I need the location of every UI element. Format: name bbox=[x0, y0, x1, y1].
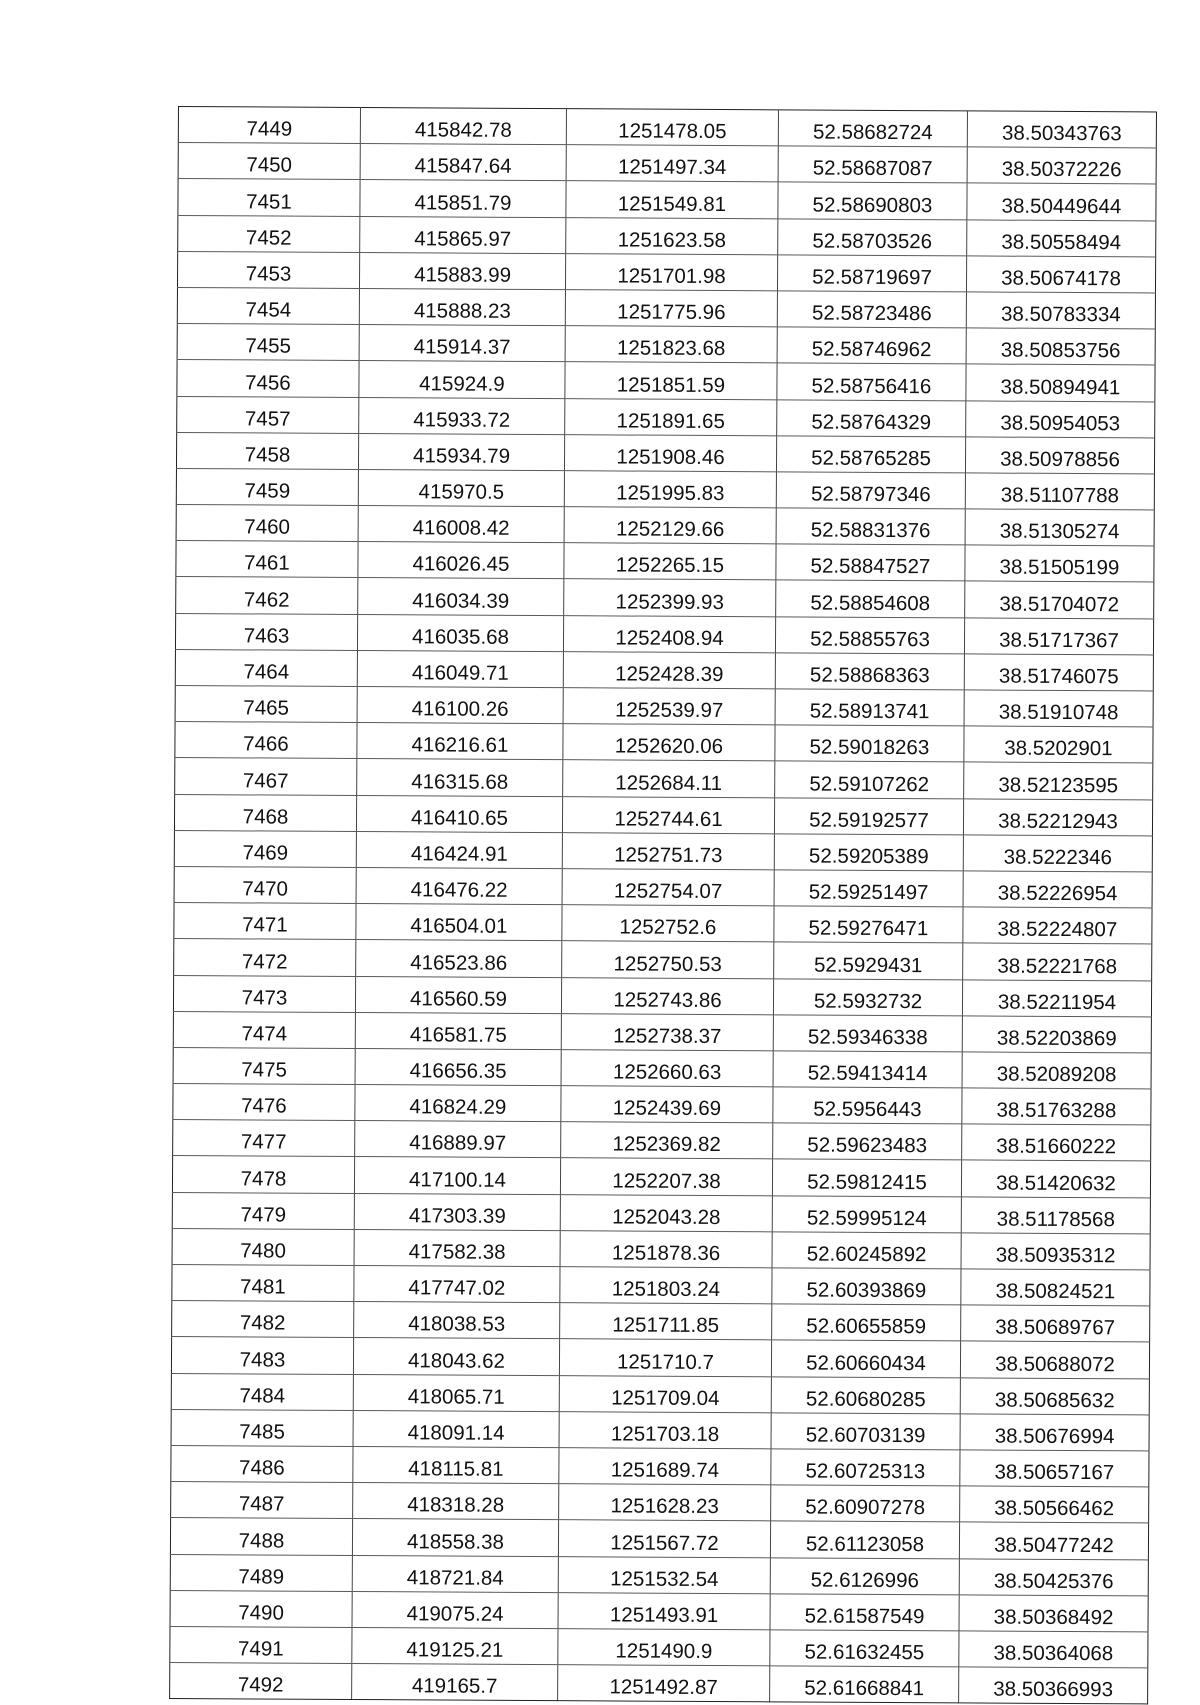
latitude-cell: 52.59276471 bbox=[774, 906, 963, 943]
y-coordinate-cell: 1251549.81 bbox=[566, 181, 778, 218]
longitude-cell: 38.50824521 bbox=[961, 1269, 1150, 1306]
point-number-cell: 7455 bbox=[177, 324, 359, 361]
latitude-cell: 52.58765285 bbox=[776, 436, 965, 473]
latitude-cell: 52.59623483 bbox=[773, 1123, 962, 1160]
x-coordinate-cell: 416035.68 bbox=[357, 614, 563, 651]
latitude-cell: 52.60393869 bbox=[772, 1268, 961, 1305]
table-row bbox=[177, 287, 1155, 329]
x-coordinate-cell: 416523.86 bbox=[356, 940, 562, 977]
table-row bbox=[176, 541, 1154, 583]
x-coordinate-cell: 415865.97 bbox=[360, 216, 566, 253]
longitude-cell: 38.50343763 bbox=[967, 111, 1156, 148]
table-row bbox=[171, 1373, 1149, 1415]
point-number-cell: 7482 bbox=[172, 1301, 354, 1338]
point-number-cell: 7465 bbox=[175, 685, 357, 722]
x-coordinate-cell: 418043.62 bbox=[353, 1338, 559, 1375]
latitude-cell: 52.58746962 bbox=[777, 327, 966, 364]
y-coordinate-cell: 1252744.61 bbox=[562, 796, 774, 833]
longitude-cell: 38.52221768 bbox=[963, 943, 1152, 980]
table-row bbox=[177, 360, 1155, 402]
table-row bbox=[170, 1518, 1148, 1560]
point-number-cell: 7464 bbox=[175, 649, 357, 686]
longitude-cell: 38.50954053 bbox=[966, 400, 1155, 437]
point-number-cell: 7462 bbox=[176, 577, 358, 614]
table-row bbox=[171, 1482, 1149, 1524]
point-number-cell: 7468 bbox=[174, 794, 356, 831]
latitude-cell: 52.58831376 bbox=[776, 508, 965, 545]
latitude-cell: 52.60655859 bbox=[772, 1304, 961, 1341]
latitude-cell: 52.58682724 bbox=[778, 110, 967, 147]
point-number-cell: 7476 bbox=[173, 1084, 355, 1121]
point-number-cell: 7453 bbox=[177, 251, 359, 288]
x-coordinate-cell: 415914.37 bbox=[359, 325, 565, 362]
table-row bbox=[173, 1011, 1151, 1053]
latitude-cell: 52.58868363 bbox=[775, 653, 964, 690]
y-coordinate-cell: 1251497.34 bbox=[566, 145, 778, 182]
table-row bbox=[173, 1047, 1151, 1089]
x-coordinate-cell: 415970.5 bbox=[358, 469, 564, 506]
longitude-cell: 38.51660222 bbox=[962, 1124, 1151, 1161]
x-coordinate-cell: 416410.65 bbox=[356, 795, 562, 832]
table-row bbox=[174, 903, 1152, 945]
table-row bbox=[171, 1337, 1149, 1379]
y-coordinate-cell: 1251878.36 bbox=[560, 1230, 772, 1267]
y-coordinate-cell: 1251709.04 bbox=[559, 1375, 771, 1412]
table-row bbox=[177, 324, 1155, 366]
y-coordinate-cell: 1252620.06 bbox=[563, 724, 775, 761]
point-number-cell: 7457 bbox=[177, 396, 359, 433]
y-coordinate-cell: 1251478.05 bbox=[566, 109, 778, 146]
point-number-cell: 7458 bbox=[176, 432, 358, 469]
y-coordinate-cell: 1251891.65 bbox=[565, 398, 777, 435]
latitude-cell: 52.59205389 bbox=[774, 834, 963, 871]
x-coordinate-cell: 416049.71 bbox=[357, 650, 563, 687]
latitude-cell: 52.60245892 bbox=[772, 1232, 961, 1269]
point-number-cell: 7472 bbox=[174, 939, 356, 976]
longitude-cell: 38.52212943 bbox=[963, 798, 1152, 835]
longitude-cell: 38.50689767 bbox=[961, 1305, 1150, 1342]
longitude-cell: 38.51717367 bbox=[964, 618, 1153, 655]
latitude-cell: 52.6126996 bbox=[770, 1557, 959, 1594]
longitude-cell: 38.51305274 bbox=[965, 509, 1154, 546]
point-number-cell: 7478 bbox=[172, 1156, 354, 1193]
latitude-cell: 52.61632455 bbox=[770, 1630, 959, 1667]
table-row bbox=[176, 577, 1154, 619]
x-coordinate-cell: 416034.39 bbox=[358, 578, 564, 615]
point-number-cell: 7454 bbox=[177, 287, 359, 324]
table-row bbox=[170, 1663, 1148, 1705]
point-number-cell: 7481 bbox=[172, 1264, 354, 1301]
latitude-cell: 52.58854608 bbox=[776, 580, 965, 617]
longitude-cell: 38.51704072 bbox=[965, 581, 1154, 618]
point-number-cell: 7486 bbox=[171, 1445, 353, 1482]
latitude-cell: 52.59346338 bbox=[773, 1015, 962, 1052]
latitude-cell: 52.59995124 bbox=[772, 1195, 961, 1232]
longitude-cell: 38.50674178 bbox=[966, 256, 1155, 293]
y-coordinate-cell: 1251803.24 bbox=[560, 1267, 772, 1304]
table-row bbox=[178, 107, 1156, 149]
x-coordinate-cell: 416581.75 bbox=[355, 1012, 561, 1049]
y-coordinate-cell: 1252754.07 bbox=[562, 869, 774, 906]
coordinates-table-body bbox=[170, 107, 1157, 1705]
latitude-cell: 52.61587549 bbox=[770, 1594, 959, 1631]
longitude-cell: 38.51178568 bbox=[961, 1197, 1150, 1234]
longitude-cell: 38.50783334 bbox=[966, 292, 1155, 329]
y-coordinate-cell: 1252660.63 bbox=[561, 1050, 773, 1087]
longitude-cell: 38.51505199 bbox=[965, 545, 1154, 582]
y-coordinate-cell: 1251701.98 bbox=[565, 253, 777, 290]
latitude-cell: 52.58913741 bbox=[775, 689, 964, 726]
x-coordinate-cell: 418318.28 bbox=[353, 1483, 559, 1520]
latitude-cell: 52.60907278 bbox=[771, 1485, 960, 1522]
point-number-cell: 7461 bbox=[176, 541, 358, 578]
x-coordinate-cell: 417582.38 bbox=[354, 1229, 560, 1266]
longitude-cell: 38.50894941 bbox=[966, 364, 1155, 401]
latitude-cell: 52.59251497 bbox=[774, 870, 963, 907]
y-coordinate-cell: 1252207.38 bbox=[560, 1158, 772, 1195]
longitude-cell: 38.50372226 bbox=[967, 147, 1156, 184]
latitude-cell: 52.5932732 bbox=[773, 978, 962, 1015]
latitude-cell: 52.59812415 bbox=[772, 1159, 961, 1196]
latitude-cell: 52.60660434 bbox=[771, 1340, 960, 1377]
point-number-cell: 7491 bbox=[170, 1626, 352, 1663]
point-number-cell: 7466 bbox=[175, 722, 357, 759]
x-coordinate-cell: 418091.14 bbox=[353, 1410, 559, 1447]
latitude-cell: 52.58764329 bbox=[777, 399, 966, 436]
x-coordinate-cell: 416424.91 bbox=[356, 831, 562, 868]
table-row bbox=[171, 1409, 1149, 1451]
point-number-cell: 7450 bbox=[178, 143, 360, 180]
y-coordinate-cell: 1252043.28 bbox=[560, 1194, 772, 1231]
longitude-cell: 38.50477242 bbox=[959, 1522, 1148, 1559]
latitude-cell: 52.5956443 bbox=[773, 1087, 962, 1124]
table-row bbox=[172, 1192, 1150, 1234]
x-coordinate-cell: 416560.59 bbox=[355, 976, 561, 1013]
latitude-cell: 52.59413414 bbox=[773, 1051, 962, 1088]
longitude-cell: 38.50566462 bbox=[960, 1486, 1149, 1523]
y-coordinate-cell: 1251851.59 bbox=[565, 362, 777, 399]
y-coordinate-cell: 1251623.58 bbox=[566, 217, 778, 254]
x-coordinate-cell: 416889.97 bbox=[355, 1121, 561, 1158]
point-number-cell: 7474 bbox=[173, 1011, 355, 1048]
longitude-cell: 38.50935312 bbox=[961, 1233, 1150, 1270]
latitude-cell: 52.58719697 bbox=[777, 255, 966, 292]
point-number-cell: 7480 bbox=[172, 1228, 354, 1265]
x-coordinate-cell: 415888.23 bbox=[359, 288, 565, 325]
longitude-cell: 38.50364068 bbox=[959, 1631, 1148, 1668]
table-row bbox=[173, 1120, 1151, 1162]
y-coordinate-cell: 1252428.39 bbox=[563, 651, 775, 688]
longitude-cell: 38.52224807 bbox=[963, 907, 1152, 944]
point-number-cell: 7467 bbox=[175, 758, 357, 795]
point-number-cell: 7489 bbox=[170, 1554, 352, 1591]
table-row bbox=[177, 251, 1155, 293]
longitude-cell: 38.52226954 bbox=[963, 871, 1152, 908]
y-coordinate-cell: 1251711.85 bbox=[560, 1303, 772, 1340]
y-coordinate-cell: 1251532.54 bbox=[558, 1556, 770, 1593]
latitude-cell: 52.58687087 bbox=[778, 146, 967, 183]
point-number-cell: 7477 bbox=[173, 1120, 355, 1157]
y-coordinate-cell: 1251493.91 bbox=[558, 1592, 770, 1629]
y-coordinate-cell: 1251703.18 bbox=[559, 1411, 771, 1448]
point-number-cell: 7460 bbox=[176, 505, 358, 542]
table-row bbox=[174, 794, 1152, 836]
longitude-cell: 38.50676994 bbox=[960, 1414, 1149, 1451]
table-row bbox=[178, 143, 1156, 185]
x-coordinate-cell: 418038.53 bbox=[354, 1302, 560, 1339]
point-number-cell: 7469 bbox=[174, 830, 356, 867]
y-coordinate-cell: 1252399.93 bbox=[564, 579, 776, 616]
point-number-cell: 7484 bbox=[171, 1373, 353, 1410]
x-coordinate-cell: 418065.71 bbox=[353, 1374, 559, 1411]
x-coordinate-cell: 415847.64 bbox=[360, 144, 566, 181]
table-row bbox=[170, 1626, 1148, 1668]
table-row bbox=[175, 722, 1153, 764]
latitude-cell: 52.60703139 bbox=[771, 1413, 960, 1450]
x-coordinate-cell: 416216.61 bbox=[357, 723, 563, 760]
longitude-cell: 38.50853756 bbox=[966, 328, 1155, 365]
y-coordinate-cell: 1252752.6 bbox=[562, 905, 774, 942]
x-coordinate-cell: 415883.99 bbox=[359, 252, 565, 289]
point-number-cell: 7471 bbox=[174, 903, 356, 940]
x-coordinate-cell: 415924.9 bbox=[359, 361, 565, 398]
x-coordinate-cell: 418558.38 bbox=[352, 1519, 558, 1556]
longitude-cell: 38.52203869 bbox=[962, 1016, 1151, 1053]
y-coordinate-cell: 1251567.72 bbox=[558, 1520, 770, 1557]
x-coordinate-cell: 419125.21 bbox=[352, 1627, 558, 1664]
latitude-cell: 52.60725313 bbox=[771, 1449, 960, 1486]
longitude-cell: 38.51910748 bbox=[964, 690, 1153, 727]
latitude-cell: 52.58703526 bbox=[778, 218, 967, 255]
table-row bbox=[176, 432, 1154, 474]
table-row bbox=[173, 975, 1151, 1017]
x-coordinate-cell: 415934.79 bbox=[358, 433, 564, 470]
table-row bbox=[173, 1084, 1151, 1126]
y-coordinate-cell: 1252539.97 bbox=[563, 688, 775, 725]
table-row bbox=[176, 468, 1154, 510]
x-coordinate-cell: 416315.68 bbox=[357, 759, 563, 796]
latitude-cell: 52.59192577 bbox=[774, 797, 963, 834]
y-coordinate-cell: 1252265.15 bbox=[564, 543, 776, 580]
table-row bbox=[174, 939, 1152, 981]
latitude-cell: 52.60680285 bbox=[771, 1376, 960, 1413]
y-coordinate-cell: 1251710.7 bbox=[559, 1339, 771, 1376]
y-coordinate-cell: 1251775.96 bbox=[565, 290, 777, 327]
table-row bbox=[176, 505, 1154, 547]
longitude-cell: 38.52089208 bbox=[962, 1052, 1151, 1089]
longitude-cell: 38.50688072 bbox=[960, 1341, 1149, 1378]
y-coordinate-cell: 1251908.46 bbox=[564, 434, 776, 471]
longitude-cell: 38.52211954 bbox=[962, 979, 1151, 1016]
longitude-cell: 38.50366993 bbox=[959, 1667, 1148, 1704]
y-coordinate-cell: 1251823.68 bbox=[565, 326, 777, 363]
point-number-cell: 7490 bbox=[170, 1590, 352, 1627]
y-coordinate-cell: 1252743.86 bbox=[561, 977, 773, 1014]
longitude-cell: 38.50978856 bbox=[965, 437, 1154, 474]
point-number-cell: 7470 bbox=[174, 866, 356, 903]
y-coordinate-cell: 1252369.82 bbox=[561, 1122, 773, 1159]
y-coordinate-cell: 1251492.87 bbox=[558, 1665, 770, 1702]
table-row bbox=[175, 613, 1153, 655]
point-number-cell: 7483 bbox=[171, 1337, 353, 1374]
latitude-cell: 52.59018263 bbox=[775, 725, 964, 762]
x-coordinate-cell: 419075.24 bbox=[352, 1591, 558, 1628]
table-row bbox=[172, 1301, 1150, 1343]
x-coordinate-cell: 416824.29 bbox=[355, 1085, 561, 1122]
x-coordinate-cell: 416476.22 bbox=[356, 867, 562, 904]
x-coordinate-cell: 416100.26 bbox=[357, 687, 563, 724]
x-coordinate-cell: 418721.84 bbox=[352, 1555, 558, 1592]
longitude-cell: 38.5202901 bbox=[964, 726, 1153, 763]
latitude-cell: 52.58847527 bbox=[776, 544, 965, 581]
point-number-cell: 7479 bbox=[172, 1192, 354, 1229]
table-row bbox=[172, 1228, 1150, 1270]
table-row bbox=[172, 1264, 1150, 1306]
table-row bbox=[175, 649, 1153, 691]
latitude-cell: 52.58690803 bbox=[778, 182, 967, 219]
latitude-cell: 52.58723486 bbox=[777, 291, 966, 328]
point-number-cell: 7451 bbox=[178, 179, 360, 216]
table-row bbox=[172, 1156, 1150, 1198]
y-coordinate-cell: 1251628.23 bbox=[559, 1484, 771, 1521]
table-row bbox=[177, 396, 1155, 438]
point-number-cell: 7449 bbox=[178, 107, 360, 144]
longitude-cell: 38.50685632 bbox=[960, 1377, 1149, 1414]
latitude-cell: 52.5929431 bbox=[774, 942, 963, 979]
longitude-cell: 38.50368492 bbox=[959, 1595, 1148, 1632]
x-coordinate-cell: 416656.35 bbox=[355, 1048, 561, 1085]
longitude-cell: 38.51746075 bbox=[964, 654, 1153, 691]
longitude-cell: 38.50558494 bbox=[967, 219, 1156, 256]
y-coordinate-cell: 1252684.11 bbox=[563, 760, 775, 797]
x-coordinate-cell: 415842.78 bbox=[360, 108, 566, 145]
x-coordinate-cell: 415933.72 bbox=[359, 397, 565, 434]
point-number-cell: 7487 bbox=[171, 1482, 353, 1519]
y-coordinate-cell: 1251490.9 bbox=[558, 1629, 770, 1666]
longitude-cell: 38.51107788 bbox=[965, 473, 1154, 510]
x-coordinate-cell: 417100.14 bbox=[354, 1157, 560, 1194]
table-row bbox=[174, 830, 1152, 872]
latitude-cell: 52.59107262 bbox=[775, 761, 964, 798]
x-coordinate-cell: 417303.39 bbox=[354, 1193, 560, 1230]
y-coordinate-cell: 1252439.69 bbox=[561, 1086, 773, 1123]
longitude-cell: 38.50449644 bbox=[967, 183, 1156, 220]
coordinates-table bbox=[169, 106, 1157, 1705]
table-row bbox=[174, 866, 1152, 908]
latitude-cell: 52.58756416 bbox=[777, 363, 966, 400]
y-coordinate-cell: 1251995.83 bbox=[564, 471, 776, 508]
latitude-cell: 52.61668841 bbox=[770, 1666, 959, 1703]
longitude-cell: 38.51420632 bbox=[961, 1160, 1150, 1197]
longitude-cell: 38.52123595 bbox=[964, 762, 1153, 799]
y-coordinate-cell: 1252129.66 bbox=[564, 507, 776, 544]
point-number-cell: 7473 bbox=[173, 975, 355, 1012]
point-number-cell: 7459 bbox=[176, 468, 358, 505]
point-number-cell: 7452 bbox=[178, 215, 360, 252]
x-coordinate-cell: 418115.81 bbox=[353, 1446, 559, 1483]
point-number-cell: 7485 bbox=[171, 1409, 353, 1446]
table-row bbox=[178, 179, 1156, 221]
longitude-cell: 38.50657167 bbox=[960, 1450, 1149, 1487]
y-coordinate-cell: 1251689.74 bbox=[559, 1448, 771, 1485]
y-coordinate-cell: 1252750.53 bbox=[562, 941, 774, 978]
y-coordinate-cell: 1252751.73 bbox=[562, 832, 774, 869]
longitude-cell: 38.50425376 bbox=[959, 1558, 1148, 1595]
x-coordinate-cell: 416008.42 bbox=[358, 506, 564, 543]
table-row bbox=[178, 215, 1156, 257]
x-coordinate-cell: 417747.02 bbox=[354, 1266, 560, 1303]
point-number-cell: 7488 bbox=[170, 1518, 352, 1555]
latitude-cell: 52.58797346 bbox=[776, 472, 965, 509]
table-row bbox=[170, 1590, 1148, 1632]
x-coordinate-cell: 419165.7 bbox=[352, 1664, 558, 1701]
point-number-cell: 7463 bbox=[175, 613, 357, 650]
x-coordinate-cell: 415851.79 bbox=[360, 180, 566, 217]
latitude-cell: 52.58855763 bbox=[775, 616, 964, 653]
point-number-cell: 7492 bbox=[170, 1663, 352, 1700]
longitude-cell: 38.51763288 bbox=[962, 1088, 1151, 1125]
table-row bbox=[175, 685, 1153, 727]
latitude-cell: 52.61123058 bbox=[770, 1521, 959, 1558]
y-coordinate-cell: 1252738.37 bbox=[561, 1013, 773, 1050]
y-coordinate-cell: 1252408.94 bbox=[563, 615, 775, 652]
longitude-cell: 38.5222346 bbox=[963, 835, 1152, 872]
point-number-cell: 7475 bbox=[173, 1047, 355, 1084]
table-row bbox=[171, 1445, 1149, 1487]
x-coordinate-cell: 416504.01 bbox=[356, 904, 562, 941]
table-row bbox=[170, 1554, 1148, 1596]
table-row bbox=[175, 758, 1153, 800]
point-number-cell: 7456 bbox=[177, 360, 359, 397]
x-coordinate-cell: 416026.45 bbox=[358, 542, 564, 579]
